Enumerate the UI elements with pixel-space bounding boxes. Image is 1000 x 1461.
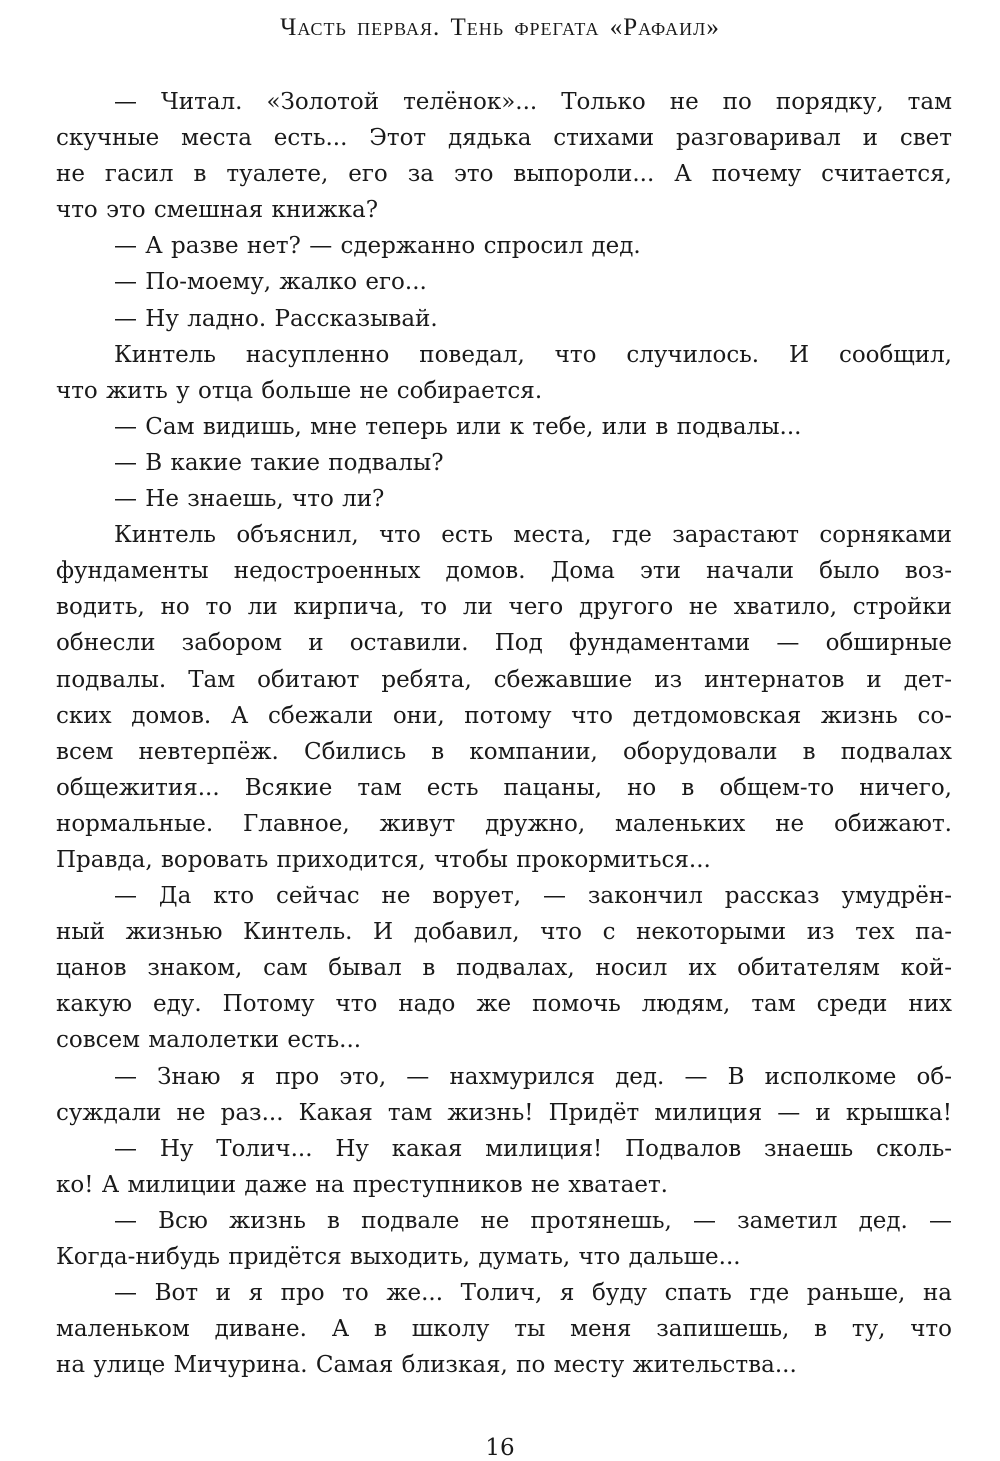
text-line: суждали не раз... Какая там жизнь! Придёт милиция — и крышка! xyxy=(56,1099,952,1126)
text-line: какую еду. Потому что надо же помочь людям, там среди них xyxy=(56,991,952,1018)
text-line: подвалы. Там обитают ребята, сбежавшие из интернатов и дет- xyxy=(56,666,952,693)
running-head-title: Часть первая. Тень фрегата «Рафаил» xyxy=(280,14,720,41)
text-line: — Знаю я про это, — нахмурился дед. — В исполкоме об- xyxy=(114,1063,952,1090)
text-line: фундаменты недостроенных домов. Дома эти начали было воз- xyxy=(56,558,952,585)
text-line: совсем малолетки есть... xyxy=(56,1027,362,1054)
text-line: — Да кто сейчас не ворует, — закончил рассказ умудрён- xyxy=(114,883,952,910)
page-number: 16 xyxy=(485,1435,515,1461)
text-line: маленьком диване. А в школу ты меня запишешь, в ту, что xyxy=(56,1316,952,1343)
text-line: скучные места есть... Этот дядька стихами разговаривал и свет xyxy=(56,125,952,152)
text-line: на улице Мичурина. Самая близкая, по месту жительства... xyxy=(56,1352,797,1379)
text-line: Когда-нибудь придётся выходить, думать, что дальше... xyxy=(56,1244,741,1270)
text-line: обнесли забором и оставили. Под фундаментами — обширные xyxy=(56,630,952,657)
text-line: всем невтерпёж. Сбились в компании, оборудовали в подвалах xyxy=(56,738,952,765)
text-line: водить, но то ли кирпича, то ли чего другого не хватило, стройки xyxy=(56,594,952,621)
text-line: ских домов. А сбежали они, потому что детдомовская жизнь со- xyxy=(56,702,952,729)
text-line: Кинтель объяснил, что есть места, где зарастают сорняками xyxy=(114,522,952,549)
text-line: — Сам видишь, мне теперь или к тебе, или в подвалы... xyxy=(114,413,802,440)
text-line: — Не знаешь, что ли? xyxy=(114,486,385,513)
text-line: нормальные. Главное, живут дружно, маленьких не обижают. xyxy=(56,810,952,837)
text-line: Кинтель насупленно поведал, что случилось. И сообщил, xyxy=(114,341,952,368)
text-line: ный жизнью Кинтель. И добавил, что с некоторыми из тех па- xyxy=(56,919,952,946)
text-line: — Всю жизнь в подвале не протянешь, — заметил дед. — xyxy=(114,1207,952,1234)
text-line: — Читал. «Золотой телёнок»... Только не по порядку, там xyxy=(114,89,952,115)
text-line: что жить у отца больше не собирается. xyxy=(56,377,543,404)
text-line: — Ну ладно. Рассказывай. xyxy=(114,305,438,332)
text-line: — Ну Толич... Ну какая милиция! Подвалов знаешь сколь- xyxy=(114,1135,952,1162)
text-line: цанов знаком, сам бывал в подвалах, носил их обитателям кой- xyxy=(56,955,952,982)
text-line: ко! А милиции даже на преступников не хватает. xyxy=(56,1171,668,1198)
text-line: что это смешная книжка? xyxy=(56,197,379,224)
text-line: — А разве нет? — сдержанно спросил дед. xyxy=(114,233,641,260)
text-line: Правда, воровать приходится, чтобы прокормиться... xyxy=(56,846,711,873)
text-line: — По-моему, жалко его... xyxy=(114,269,427,296)
text-line: — Вот и я про то же... Толич, я буду спать где раньше, на xyxy=(114,1280,952,1307)
text-line: не гасил в туалете, его за это выпороли... А почему считается, xyxy=(56,161,952,188)
text-line: — В какие такие подвалы? xyxy=(114,449,444,476)
body-text xyxy=(56,84,952,1383)
text-line: общежития... Всякие там есть пацаны, но в общем-то ничего, xyxy=(56,774,952,801)
